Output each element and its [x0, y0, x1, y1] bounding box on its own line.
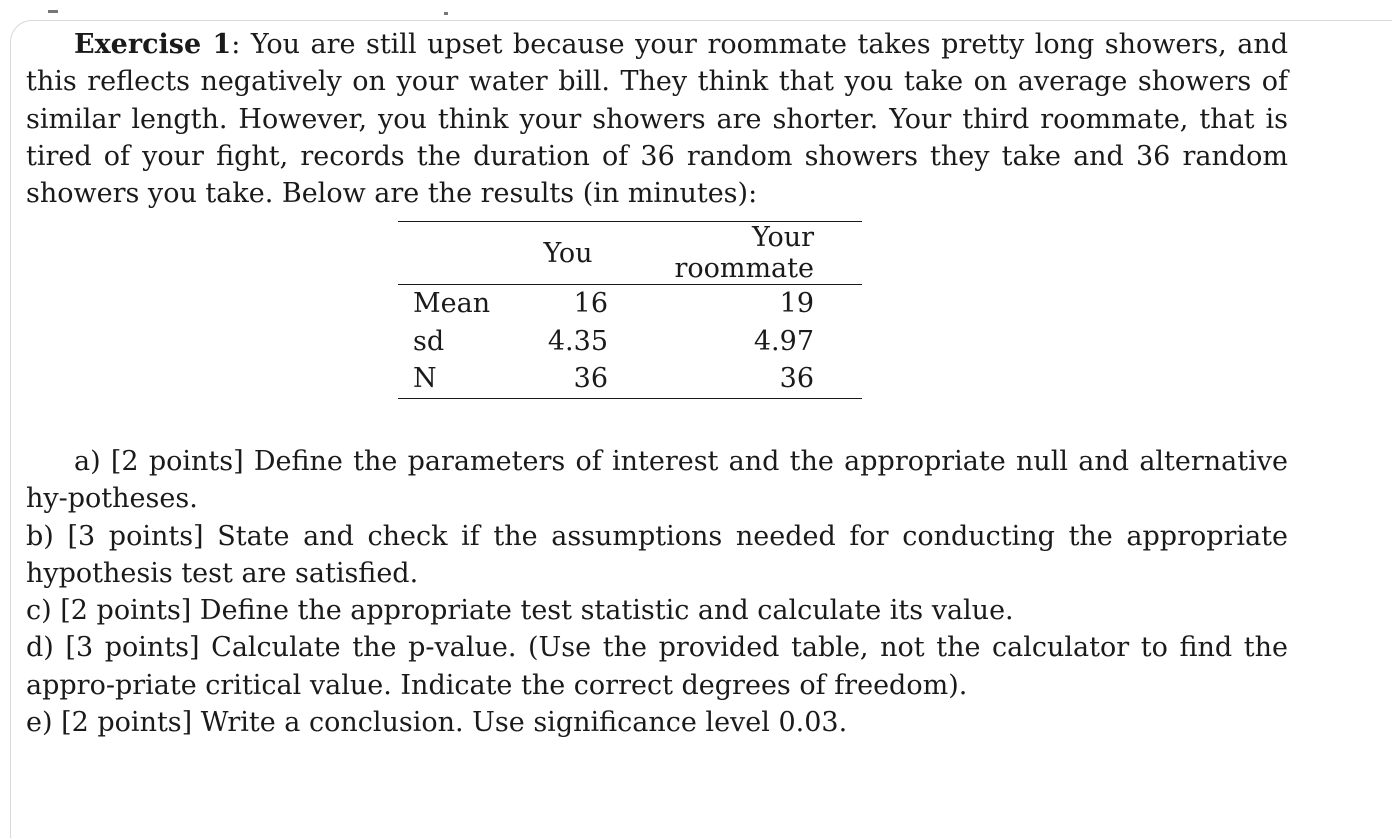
question-c: c) [2 points] Define the appropriate test statistic and calculate its value. — [26, 595, 1014, 627]
exercise-content — [26, 26, 1288, 212]
row-label: N — [413, 363, 437, 395]
table-header-you: You — [543, 237, 593, 269]
questions-list — [26, 443, 1288, 741]
table-header-row — [398, 222, 862, 285]
question-a: a) [2 points] Define the parameters of interest and the appropriate null and alternative hy-potheses. — [26, 446, 1288, 515]
cropped-text-fragment — [444, 12, 448, 15]
row-label: sd — [413, 325, 445, 357]
table-header-empty — [398, 222, 518, 285]
cell-roommate: 19 — [779, 288, 814, 320]
question-d: d) [3 points] Calculate the p-value. (Use the provided table, not the calculator to find the appro-priate critical value. Indicate the correct degrees of freedom). — [26, 632, 1288, 701]
question-b: b) [3 points] State and check if the assumptions needed for conducting the appropriate hypothesis test are satisfied. — [26, 520, 1288, 589]
exercise-intro — [26, 26, 1288, 212]
cell-you: 4.35 — [547, 325, 608, 357]
table-row — [398, 360, 862, 398]
exercise-title-colon: : — [231, 29, 241, 60]
table-row — [398, 323, 862, 361]
cell-you: 16 — [573, 288, 608, 320]
table-header-roommate: Your roommate — [674, 222, 814, 284]
row-label: Mean — [413, 288, 491, 320]
exercise-intro-text: You are still upset because your roommate takes pretty long showers, and this reflects negatively on your water bill. They think that you take on average showers of similar length. However, you think your showers are shorter. Your third roommate, that is tired of your fight, records the duration of 36 random showers they take and 36 random showers you take. Below are the results (in minutes): — [26, 29, 1289, 210]
question-e: e) [2 points] Write a conclusion. Use significance level 0.03. — [26, 707, 848, 739]
results-table-wrap — [398, 221, 862, 399]
cropped-text-fragment — [48, 10, 58, 13]
cell-roommate: 36 — [779, 363, 814, 395]
exercise-title: Exercise 1 — [74, 29, 232, 60]
results-table — [398, 221, 862, 399]
cell-roommate: 4.97 — [753, 325, 814, 357]
table-row — [398, 285, 862, 323]
cell-you: 36 — [573, 363, 608, 395]
